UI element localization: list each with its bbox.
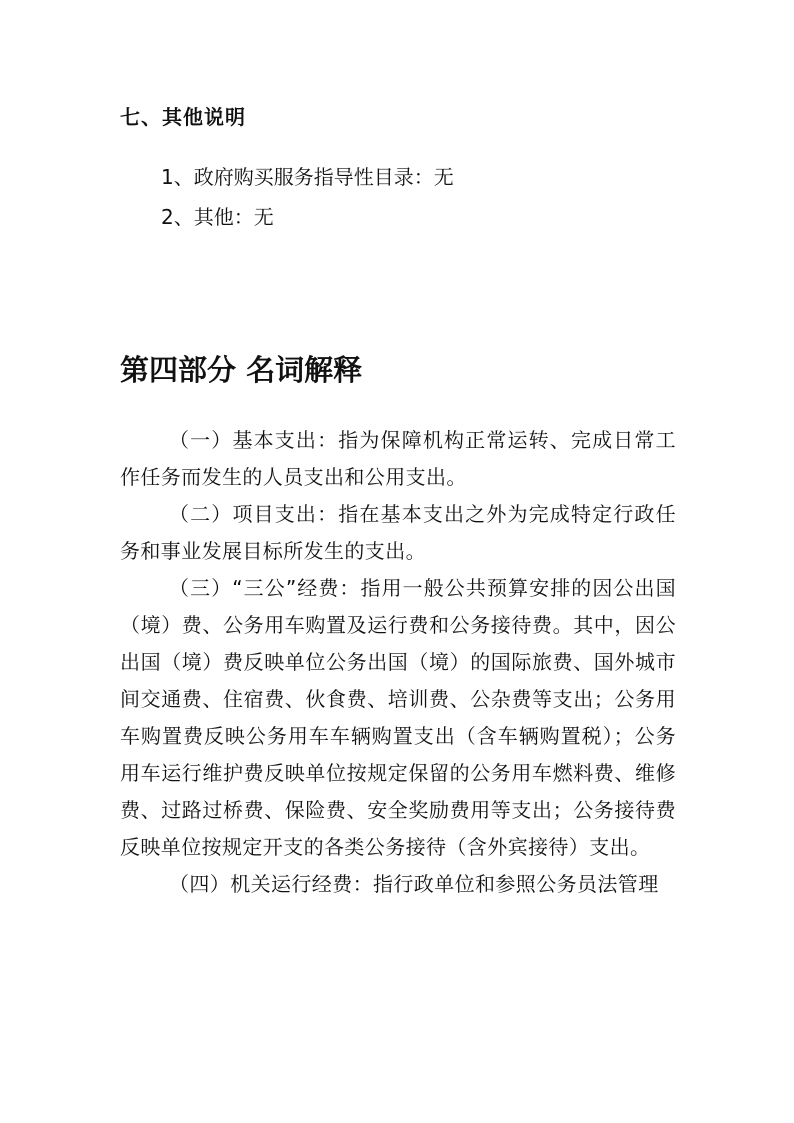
list-item-procurement-catalog: 1、政府购买服务指导性目录：无	[161, 165, 454, 189]
glossary-paragraph-operating-expenses: （四）机关运行经费：指行政单位和参照公务员法管理	[169, 872, 659, 896]
part-heading-glossary: 第四部分 名词解释	[120, 353, 363, 387]
glossary-paragraph-basic-expenditure: （一）基本支出：指为保障机构正常运转、完成日常工作任务而发生的人员支出和公用支出。	[120, 428, 676, 489]
glossary-body	[120, 422, 676, 903]
section-heading-other-notes: 七、其他说明	[120, 105, 246, 129]
glossary-paragraph-three-public-expenses: （三）“三公”经费：指用一般公共预算安排的因公出国（境）费、公务用车购置及运行费和公务接待费。其中，因公出国（境）费反映单位公务出国（境）的国际旅费、国外城市间交通费、住宿费、伙食费、培训费、公杂费等支出；公务用车购置费反映公务用车车辆购置支出（含车辆购置税）；公务用车运行维护费反映单位按规定保留的公务用车燃料费、维修费、过路过桥费、保险费、安全奖励费用等支出；公务接待费反映单位按规定开支的各类公务接待（含外宾接待）支出。	[120, 576, 676, 859]
glossary-paragraph-project-expenditure: （二）项目支出：指在基本支出之外为完成特定行政任务和事业发展目标所发生的支出。	[120, 502, 676, 563]
list-item-other: 2、其他：无	[161, 205, 274, 229]
